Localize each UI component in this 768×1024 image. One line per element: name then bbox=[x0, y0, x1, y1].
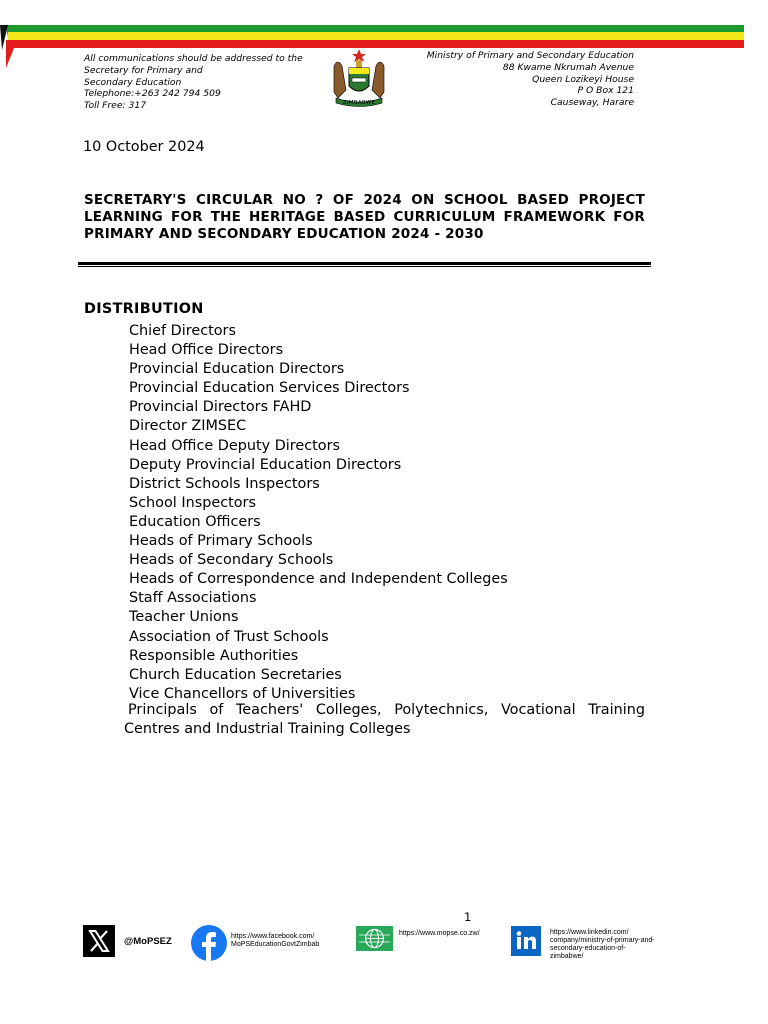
website-url-link[interactable]: https://www.mopse.co.zw/ bbox=[399, 930, 480, 937]
list-item: Provincial Directors FAHD bbox=[129, 399, 312, 416]
list-item: Heads of Primary Schools bbox=[129, 533, 313, 550]
url-line: https://www.facebook.com/ bbox=[231, 933, 315, 940]
ministry-address-block bbox=[374, 50, 634, 109]
list-item: Staff Associations bbox=[129, 590, 257, 607]
list-item: Heads of Secondary Schools bbox=[129, 552, 334, 569]
linkedin-url-link[interactable] bbox=[550, 929, 670, 961]
globe-icon[interactable] bbox=[356, 926, 393, 951]
address-line: P O Box 121 bbox=[577, 85, 634, 97]
list-item: School Inspectors bbox=[129, 494, 256, 511]
x-logo-icon[interactable] bbox=[83, 925, 115, 957]
url-line: zimbabwe/ bbox=[550, 953, 584, 960]
list-item: Church Education Secretaries bbox=[129, 666, 342, 683]
list-item: Chief Directors bbox=[129, 323, 236, 339]
address-line: Queen Lozikeyi House bbox=[532, 73, 634, 85]
circular-title: SECRETARY'S CIRCULAR NO ? OF 2024 ON SCHOOL BASED PROJECT LEARNING FOR THE HERITAGE BASED CURRICULUM FRAMEWORK FOR PRIMARY AND SECONDARY EDUCATION 2024 - 2030 bbox=[84, 192, 645, 243]
list-item-line: Principals of Teachers' Colleges, Polytechnics, Vocational Training bbox=[128, 702, 645, 718]
contact-line: Secondary Education bbox=[84, 76, 182, 88]
distribution-list bbox=[129, 322, 645, 704]
list-item-principals bbox=[124, 701, 645, 739]
url-line: MoPSEducationGovtZimbab bbox=[231, 941, 320, 948]
letter-date: 10 October 2024 bbox=[83, 139, 205, 155]
list-item: Association of Trust Schools bbox=[129, 628, 329, 645]
list-item: Teacher Unions bbox=[129, 609, 239, 626]
list-item: Director ZIMSEC bbox=[129, 418, 247, 435]
list-item: Head Office Directors bbox=[129, 342, 284, 359]
list-item: District Schools Inspectors bbox=[129, 475, 320, 492]
title-rule-thick bbox=[78, 262, 651, 265]
list-item: Heads of Correspondence and Independent Colleges bbox=[129, 571, 508, 588]
x-handle-link[interactable]: @MoPSEZ bbox=[124, 936, 172, 947]
list-item: Provincial Education Directors bbox=[129, 361, 345, 378]
list-item: Vice Chancellors of Universities bbox=[129, 685, 356, 702]
list-item-line: Centres and Industrial Training Colleges bbox=[124, 721, 411, 738]
list-item: Education Officers bbox=[129, 513, 261, 530]
facebook-url-link[interactable] bbox=[231, 933, 319, 949]
contact-line: Telephone:+263 242 794 509 bbox=[84, 88, 221, 100]
contact-line: Toll Free: 317 bbox=[84, 100, 147, 112]
address-line: Causeway, Harare bbox=[550, 97, 634, 109]
facebook-icon[interactable] bbox=[191, 925, 227, 961]
sender-contact-block bbox=[84, 53, 324, 112]
url-line: secondary-education-of- bbox=[550, 945, 626, 952]
url-line: company/ministry-of-primary-and- bbox=[550, 937, 655, 944]
list-item: Deputy Provincial Education Directors bbox=[129, 456, 402, 473]
page-number: 1 bbox=[464, 910, 472, 924]
linkedin-icon[interactable] bbox=[511, 926, 541, 956]
coat-of-arms-caption: ZIMBABWE bbox=[342, 100, 376, 106]
list-item: Head Office Deputy Directors bbox=[129, 437, 341, 454]
list-item: Provincial Education Services Directors bbox=[129, 380, 410, 397]
distribution-heading: DISTRIBUTION bbox=[84, 301, 204, 317]
url-line: https://www.linkedin.com/ bbox=[550, 929, 629, 936]
contact-line: All communications should be addressed to the bbox=[84, 53, 303, 64]
address-line: Ministry of Primary and Secondary Education bbox=[426, 50, 634, 61]
contact-line: Secretary for Primary and bbox=[84, 64, 203, 76]
title-rule-thin bbox=[78, 266, 651, 267]
list-item: Responsible Authorities bbox=[129, 647, 299, 664]
address-line: 88 Kwame Nkrumah Avenue bbox=[502, 61, 634, 73]
